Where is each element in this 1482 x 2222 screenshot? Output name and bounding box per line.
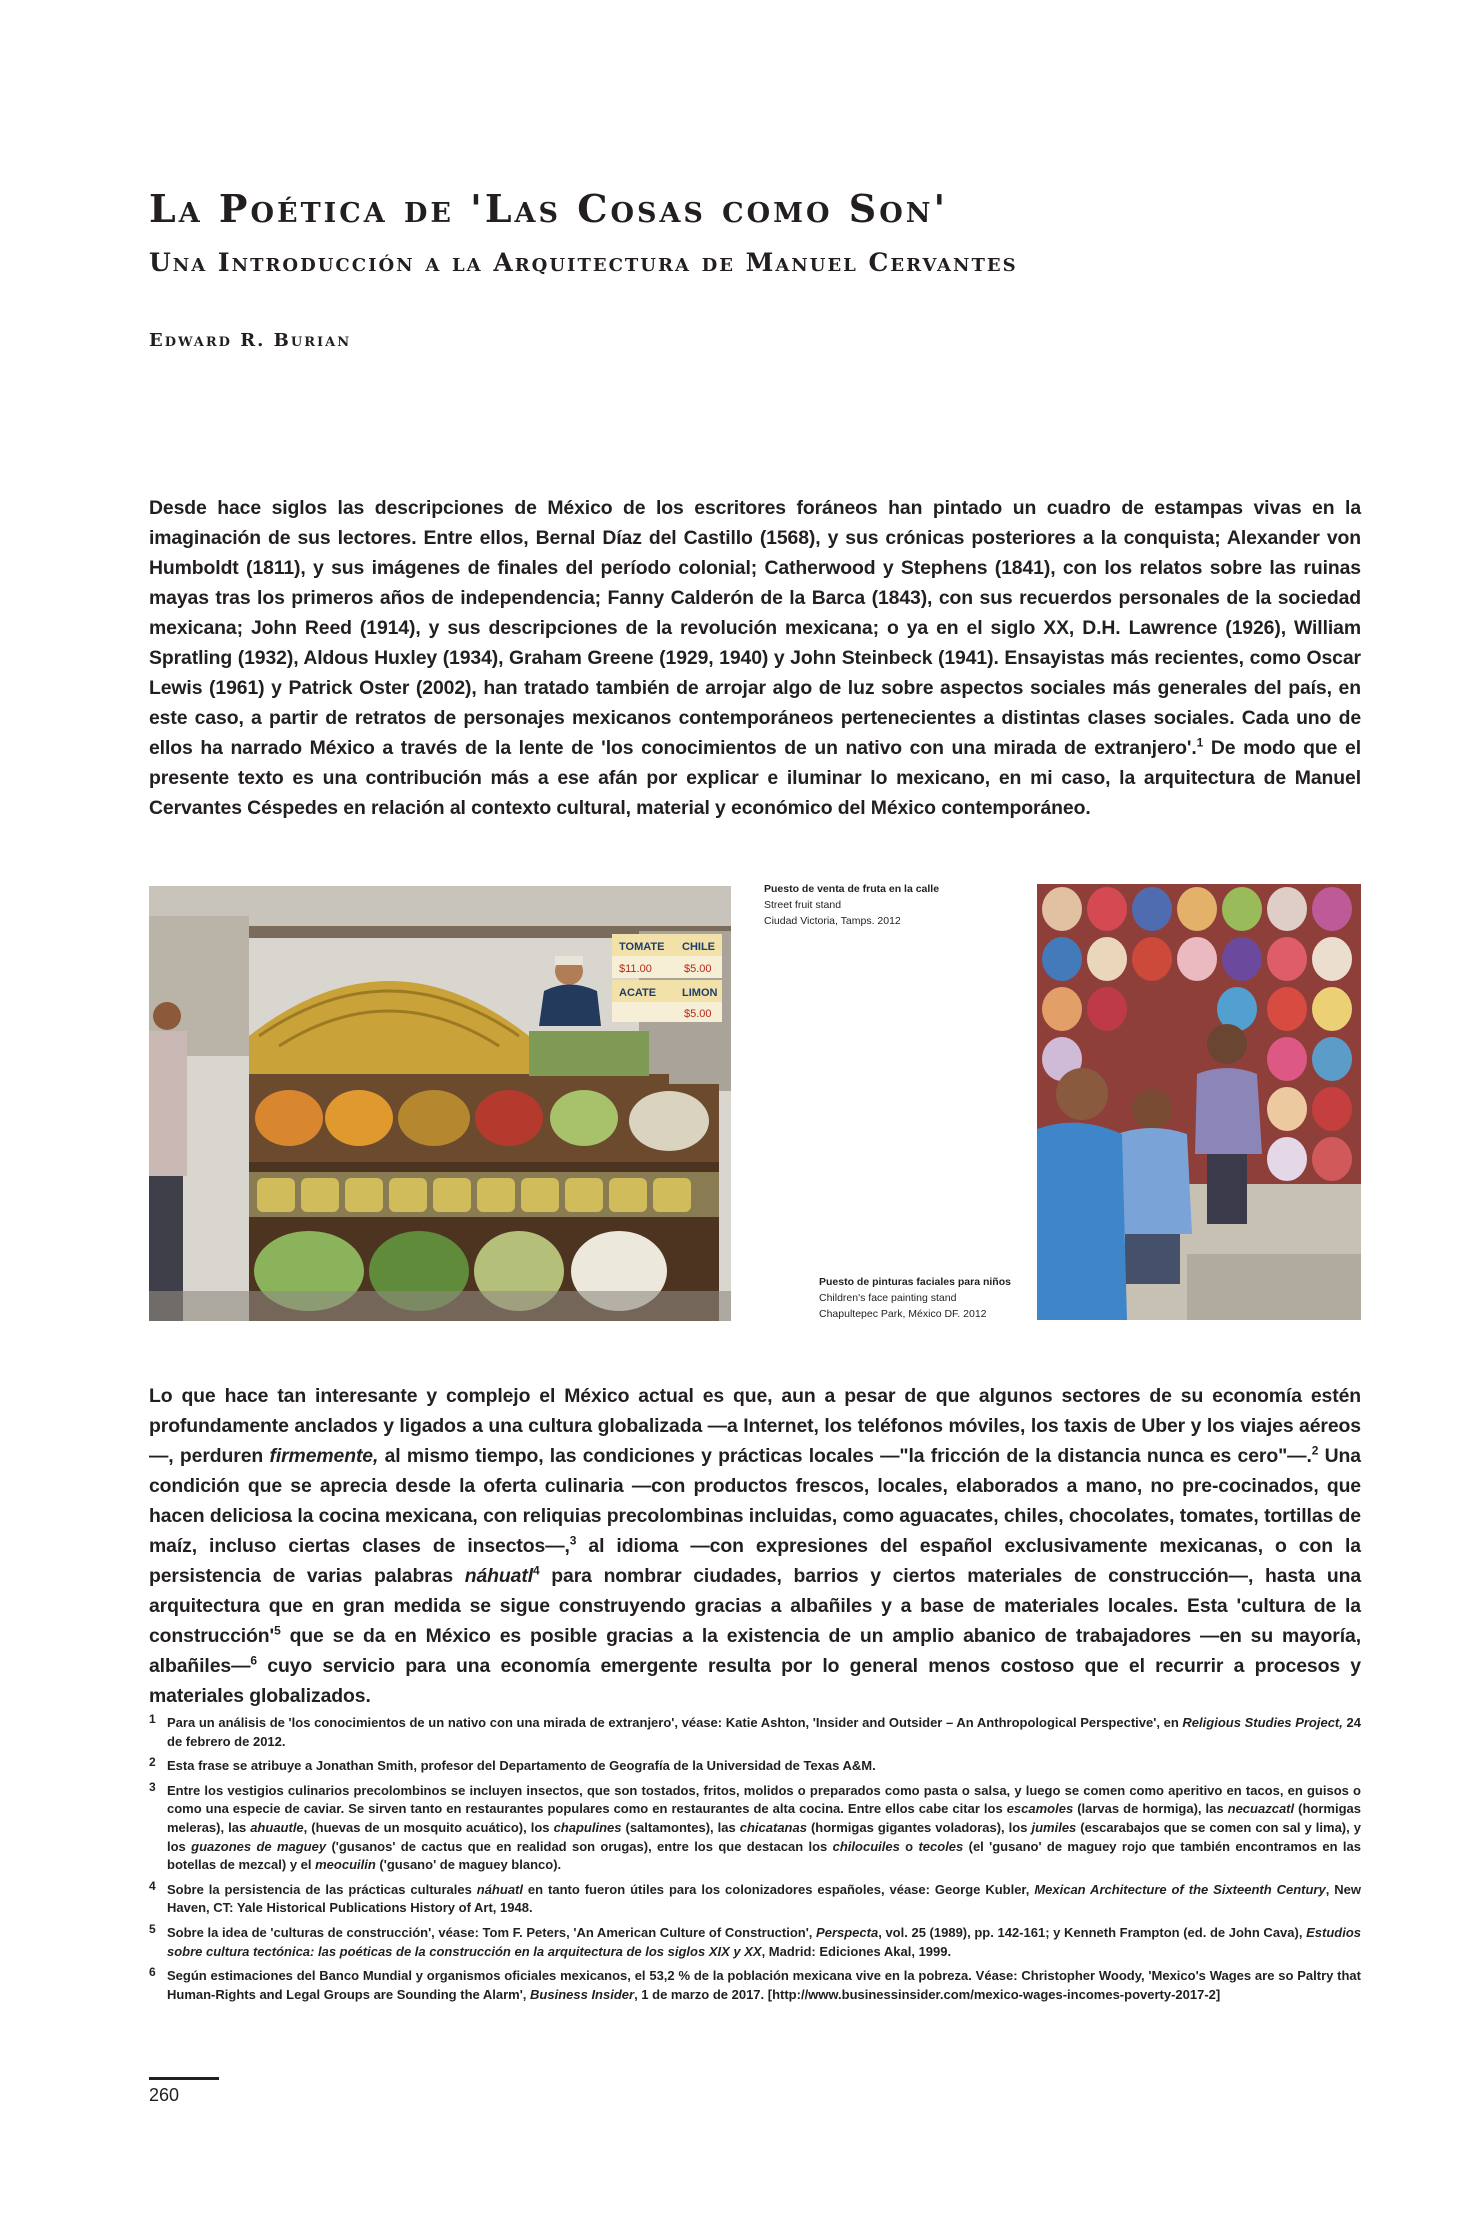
sign-price-1: $11.00 bbox=[619, 963, 652, 975]
footnote-emphasis: chicatanas bbox=[739, 1819, 807, 1835]
footnote-number: 1 bbox=[149, 1712, 156, 1726]
footnote-6 bbox=[149, 1967, 1361, 2004]
footnote-text: 24 de febrero de 2012. bbox=[167, 1715, 1361, 1749]
footnote-text: (el 'gusano' de maguey rojo que también encontramos en las botellas de mezcal) y el bbox=[167, 1838, 1361, 1873]
footnote-emphasis: necuazcatl bbox=[1227, 1801, 1295, 1817]
body-text: Una condición que se aprecia desde la oferta culinaria —con productos frescos, locales, elaborados a mano, no pre-cocinados, que hacen deliciosa la cocina mexicana, con reliquias precolombinas incluidas, como aguacates, chiles, chocolates, tomates, tortillas de maíz, incluso ciertas clases de insectos—, bbox=[149, 1445, 1361, 1557]
body-text: Lo que hace tan interesante y complejo el México actual es que, aun a pesar de que algunos sectores de su economía estén profundamente anclados y ligados a una cultura globalizada —a Internet, los teléfonos móviles, los taxis de Uber y los viajes aéreos—, perduren bbox=[149, 1385, 1361, 1467]
footnote-text: o bbox=[899, 1838, 919, 1854]
article-author: Edward R. Burian bbox=[149, 330, 352, 351]
footnote-text: (escarabajos que se comen con sal y lima), y los bbox=[167, 1819, 1362, 1854]
footnote-emphasis: náhuatl bbox=[476, 1881, 523, 1897]
footnote-text: (hormigas meleras), las bbox=[167, 1801, 1361, 1835]
footnote-emphasis: Perspecta bbox=[816, 1924, 879, 1940]
article-subtitle: Una Introducción a la Arquitectura de Manuel Cervantes bbox=[149, 248, 1018, 277]
footnote-text: Sobre la persistencia de las prácticas culturales bbox=[167, 1881, 477, 1897]
caption-es: Puesto de pinturas faciales para niños bbox=[819, 1276, 1011, 1288]
footnote-text: , (huevas de un mosquito acuático), los bbox=[303, 1819, 554, 1835]
sign-chile: CHILE bbox=[682, 941, 715, 953]
body-text: para nombrar ciudades, barrios y ciertos materiales de construcción—, hasta una arquitectura que en gran medida se sigue construyendo gracias a albañiles y a base de materiales locales. Esta 'cultura de la construcción' bbox=[149, 1565, 1362, 1647]
footnote-text: (saltamontes), las bbox=[621, 1819, 740, 1835]
footnote-3 bbox=[149, 1779, 1362, 1875]
footnote-number: 6 bbox=[149, 1965, 156, 1980]
footnote-1 bbox=[149, 1714, 1361, 1751]
footnote-emphasis: Estudios sobre cultura tectónica: las poéticas de la construcción en la arquitectura de los siglos XIX y XX bbox=[167, 1924, 1361, 1959]
face-painting-photo bbox=[1037, 884, 1361, 1320]
sign-limon: LIMON bbox=[682, 987, 718, 999]
footnote-text: , vol. 25 (1989), pp. 142-161; y Kenneth Frampton (ed. de John Cava), bbox=[878, 1924, 1307, 1940]
body-emphasis: náhuatl bbox=[464, 1565, 533, 1587]
caption-en: Children's face painting stand bbox=[819, 1292, 957, 1304]
footnote-text: Entre los vestigios culinarios precolombinos se incluyen insectos, que son tostados, fritos, molidos o preparados como pasta o salsa, y luego se comen como aperitivo en tacos, en guisos o como una especie de caviar. Se sirven tanto en restaurantes populares como en restaurantes de alta cocina. Entre ellos cabe citar los bbox=[167, 1782, 1361, 1817]
intro-text: Desde hace siglos las descripciones de México de los escritores foráneos han pintado un cuadro de estampas vivas en la imaginación de sus lectores. Entre ellos, Bernal Díaz del Castillo (1568), y sus crónicas posteriores a la conquista; Alexander von Humboldt (1811), y sus imágenes de finales del período colonial; Catherwood y Stephens (1841), con los relatos sobre las ruinas mayas tras los primeros años de independencia; Fanny Calderón de la Barca (1843), con sus recuerdos personales de la sociedad mexicana; John Reed (1914), y sus descripciones de la revolución mexicana; o ya en el siglo XX, D.H. Lawrence (1926), William Spratling (1932), Aldous Huxley (1934), Graham Greene (1929, 1940) y John Steinbeck (1941). Ensayistas más recientes, como Oscar Lewis (1961) y Patrick Oster (2002), han tratado también de arrojar algo de luz sobre aspectos sociales más generales del país, en este caso, a partir de retratos de personajes mexicanos contemporáneos pertenecientes a distintas clases sociales. Cada uno de ellos ha narrado México a través de la lente de 'los conocimientos de un nativo con una mirada de extranjero'. bbox=[149, 497, 1361, 759]
page-number-rule bbox=[149, 2077, 219, 2080]
footnote-number: 5 bbox=[149, 1921, 156, 1936]
footnote-emphasis: Mexican Architecture of the Sixteenth Century bbox=[1034, 1881, 1326, 1897]
sign-price-3: $5.00 bbox=[684, 1008, 712, 1020]
footnote-text: , New Haven, CT: Yale Historical Publications History of Art, 1948. bbox=[167, 1881, 1361, 1916]
footnote-emphasis: ahuautle bbox=[250, 1819, 304, 1835]
footnote-emphasis: guazones de maguey bbox=[191, 1838, 327, 1854]
footnote-2 bbox=[149, 1757, 1361, 1776]
footnote-emphasis: chilocuiles bbox=[832, 1838, 900, 1854]
footnote-number: 3 bbox=[149, 1779, 156, 1794]
sign-price-2: $5.00 bbox=[684, 963, 712, 975]
footnote-text: Para un análisis de 'los conocimientos de un nativo con una mirada de extranjero', véase: Katie Ashton, 'Insider and Outsider – An Anthropological Perspective', en bbox=[167, 1715, 1183, 1730]
footnote-ref-3[interactable]: 3 bbox=[569, 1533, 577, 1548]
footnote-text: ('gusano' de maguey blanco). bbox=[375, 1857, 562, 1873]
article-title: La Poética de 'Las Cosas como Son' bbox=[149, 186, 949, 231]
body-emphasis: firmemente, bbox=[269, 1445, 379, 1467]
fruit-stand-photo bbox=[149, 886, 731, 1321]
footnote-text: (larvas de hormiga), las bbox=[1073, 1801, 1228, 1817]
sign-aguacate: ACATE bbox=[619, 987, 657, 999]
footnote-text: en tanto fueron útiles para los colonizadores españoles, véase: George Kubler, bbox=[523, 1881, 1035, 1897]
caption-es: Puesto de venta de fruta en la calle bbox=[764, 883, 940, 895]
footnote-emphasis: Religious Studies Project, bbox=[1182, 1715, 1343, 1730]
footnote-emphasis: tecoles bbox=[918, 1838, 964, 1854]
footnote-text: (hormigas gigantes voladoras), los bbox=[806, 1819, 1032, 1835]
footnote-emphasis: escamoles bbox=[1006, 1801, 1074, 1817]
footnote-ref-6[interactable]: 6 bbox=[250, 1653, 257, 1668]
body-text: al mismo tiempo, las condiciones y prácticas locales —"la fricción de la distancia nunca es cero"—. bbox=[378, 1445, 1312, 1467]
footnote-text: ('gusanos' de cactus que en realidad son orugas), entre los que destacan los bbox=[326, 1838, 833, 1854]
footnote-text: , 1 de marzo de 2017. [http://www.businessinsider.com/mexico-wages-incomes-poverty-2017-2] bbox=[634, 1986, 1221, 2002]
footnote-text: Según estimaciones del Banco Mundial y organismos oficiales mexicanos, el 53,2 % de la población mexicana vive en la pobreza. Véase: Christopher Woody, 'Mexico's Wages are so Paltry that Human-Rights and Legal Groups are Sounding the Alarm', bbox=[167, 1968, 1361, 2002]
page-number: 260 bbox=[149, 2085, 180, 2105]
sign-tomate: TOMATE bbox=[619, 941, 665, 953]
figure-caption-fruit bbox=[764, 881, 984, 929]
footnote-text: Esta frase se atribuye a Jonathan Smith, profesor del Departamento de Geografía de la Universidad de Texas A&M. bbox=[167, 1758, 876, 1774]
figure-caption-facepaint bbox=[819, 1274, 1029, 1322]
footnote-emphasis: meocuilin bbox=[315, 1857, 376, 1873]
footnote-emphasis: Business Insider bbox=[530, 1986, 635, 2002]
footnotes bbox=[149, 1714, 1361, 2010]
footnote-text: , Madrid: Ediciones Akal, 1999. bbox=[761, 1943, 952, 1959]
caption-place: Chapultepec Park, México DF. 2012 bbox=[819, 1308, 987, 1320]
footnote-ref-1[interactable]: 1 bbox=[1196, 735, 1204, 750]
footnote-number: 2 bbox=[149, 1755, 156, 1770]
body-text: al idioma —con expresiones del español exclusivamente mexicanas, o con la persistencia de varias palabras bbox=[149, 1535, 1361, 1587]
intro-text-cont: De modo que el presente texto es una contribución más a ese afán por explicar e iluminar lo mexicano, en mi caso, la arquitectura de Manuel Cervantes Céspedes en relación al contexto cultural, material y económico del México contemporáneo. bbox=[149, 737, 1361, 819]
intro-paragraph bbox=[149, 493, 1361, 823]
footnote-emphasis: chapulines bbox=[553, 1819, 622, 1835]
body-paragraph bbox=[149, 1381, 1361, 1711]
body-text: cuyo servicio para una economía emergente resulta por lo general menos costoso que el recurrir a procesos y materiales globalizados. bbox=[149, 1655, 1361, 1707]
footnote-ref-2[interactable]: 2 bbox=[1311, 1443, 1319, 1458]
footnote-ref-4[interactable]: 4 bbox=[532, 1563, 540, 1578]
body-text: que se da en México es posible gracias a la existencia de un amplio abanico de trabajadores —en su mayoría, albañiles— bbox=[149, 1625, 1361, 1677]
caption-en: Street fruit stand bbox=[764, 899, 842, 911]
footnote-emphasis: jumiles bbox=[1031, 1819, 1077, 1835]
face-painting-illustration bbox=[1037, 884, 1361, 1320]
footnote-number: 4 bbox=[149, 1878, 156, 1893]
footnote-ref-5[interactable]: 5 bbox=[274, 1623, 281, 1638]
caption-place: Ciudad Victoria, Tamps. 2012 bbox=[764, 915, 901, 927]
footnote-text: Sobre la idea de 'culturas de construcción', véase: Tom F. Peters, 'An American Culture of Construction', bbox=[167, 1924, 817, 1940]
footnote-4 bbox=[149, 1878, 1361, 1918]
footnote-5 bbox=[149, 1921, 1361, 1961]
fruit-stand-illustration bbox=[149, 886, 731, 1321]
